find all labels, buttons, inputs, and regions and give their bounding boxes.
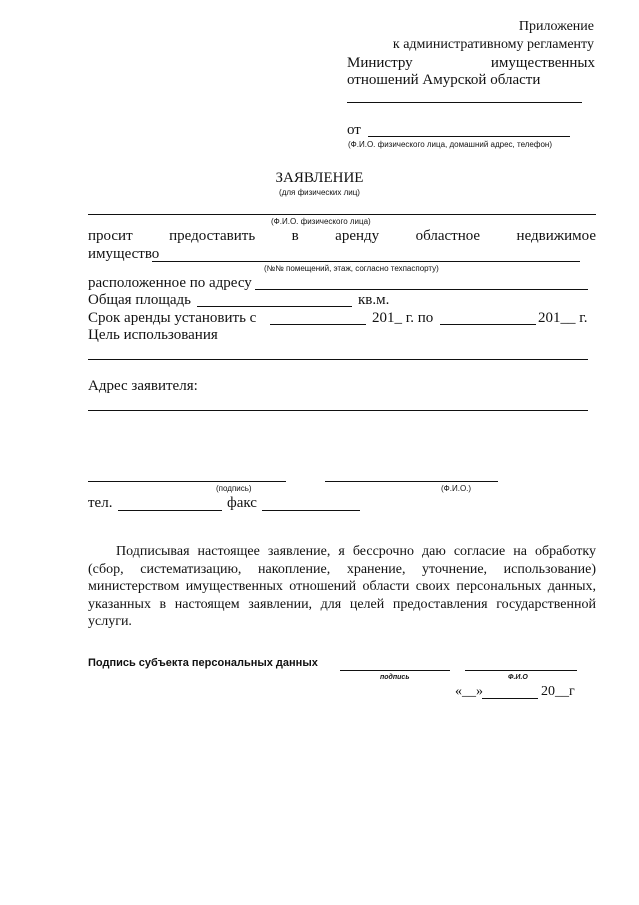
request-word: в <box>291 228 299 244</box>
area-unit: кв.м. <box>358 292 390 308</box>
term-label: Срок аренды установить с <box>88 310 257 326</box>
from-blank-line[interactable] <box>368 136 570 137</box>
request-word: предоставить <box>169 228 256 244</box>
address-blank-line[interactable] <box>255 289 588 290</box>
request-word: аренду <box>335 228 380 244</box>
applicant-address-blank-line[interactable] <box>88 410 588 411</box>
property-blank-line[interactable] <box>152 261 580 262</box>
fio-hint: (Ф.И.О. физического лица) <box>271 217 371 226</box>
consent-paragraph: Подписывая настоящее заявление, я бессрочно даю согласие на обработку (сбор, систематизацию, накопление, хранение, уточнение, использование) министерством имущественных отношений области своих персональных данных, указанных в настоящем заявлении, для целей предоставления государственной услуги. <box>88 544 596 629</box>
regulation-reference: к административному регламенту <box>392 37 594 52</box>
phone-blank-line[interactable] <box>118 510 222 511</box>
subject-fio-hint: Ф.И.О <box>508 674 528 681</box>
addressee-word: Министру <box>347 55 413 71</box>
applicant-fio-line[interactable] <box>88 214 596 215</box>
request-word: просит <box>88 228 133 244</box>
applicant-address-label: Адрес заявителя: <box>88 378 198 394</box>
from-hint: (Ф.И.О. физического лица, домашний адрес, телефон) <box>348 140 552 149</box>
request-word: областное <box>415 228 481 244</box>
date-month-line[interactable] <box>482 698 538 699</box>
date-day: «__» <box>455 684 483 699</box>
sign-hint: подпись <box>380 674 410 681</box>
term-start-line[interactable] <box>270 324 366 325</box>
term-end-line[interactable] <box>440 324 536 325</box>
area-blank-line[interactable] <box>197 306 352 307</box>
document-title: ЗАЯВЛЕНИЕ <box>275 170 364 186</box>
request-row <box>88 228 596 245</box>
request-word: недвижимое <box>516 228 596 244</box>
addressee-word: имущественных <box>490 55 595 71</box>
appendix-label: Приложение <box>518 19 594 34</box>
phone-label: тел. <box>88 495 113 511</box>
signature-hint: (подпись) <box>216 484 252 493</box>
purpose-blank-line[interactable] <box>88 359 588 360</box>
signature-blank-line[interactable] <box>88 481 286 482</box>
term-year2: 201__ г. <box>538 310 588 326</box>
fio-hint-2: (Ф.И.О.) <box>441 484 472 493</box>
addressee-blank-line[interactable] <box>347 102 582 103</box>
fax-blank-line[interactable] <box>262 510 360 511</box>
from-label: от <box>347 122 361 138</box>
purpose-label: Цель использования <box>88 327 218 343</box>
subject-signature-line[interactable] <box>340 670 450 671</box>
address-label: расположенное по адресу <box>88 275 252 291</box>
property-label: имущество <box>88 246 160 262</box>
addressee-line-2: отношений Амурской области <box>347 72 541 88</box>
term-year1: 201_ г. по <box>372 310 434 326</box>
fax-label: факс <box>227 495 257 511</box>
document-subtitle: (для физических лиц) <box>279 188 360 197</box>
property-hint: (№№ помещений, этаж, согласно техпаспорту) <box>264 264 439 273</box>
subject-fio-line[interactable] <box>465 670 577 671</box>
area-label: Общая площадь <box>88 292 192 308</box>
subject-signature-label: Подпись субъекта персональных данных <box>88 657 318 669</box>
fio-blank-line[interactable] <box>325 481 498 482</box>
date-year: 20__г <box>541 684 575 699</box>
addressee-line-1 <box>347 55 595 72</box>
